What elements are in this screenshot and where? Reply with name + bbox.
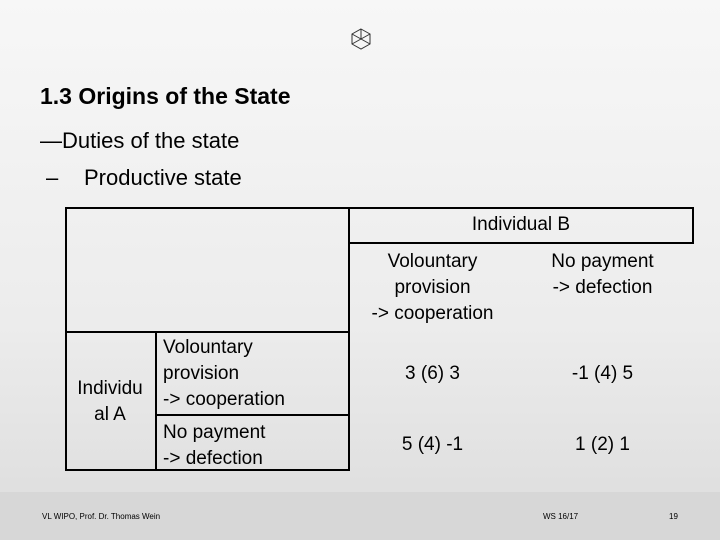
payoff-cell-r1c2: -1 (4) 5 <box>571 363 634 384</box>
sub-bullet-marker: – <box>46 165 59 190</box>
footer-page-number: 19 <box>669 512 678 521</box>
payoff-cell-r1c1: 3 (6) 3 <box>405 363 460 384</box>
payoff-cell-r2c1: 5 (4) -1 <box>401 434 464 455</box>
bullet-duties: —Duties of the state <box>40 128 240 153</box>
row-divider <box>155 414 350 416</box>
table-border-top <box>65 207 694 209</box>
footer-author: VL WIPO, Prof. Dr. Thomas Wein <box>42 512 161 521</box>
sub-bullet-text: Productive state <box>84 165 242 190</box>
footer-term: WS 16/17 <box>543 512 579 521</box>
table-header-individual-b: Individual B <box>471 214 571 235</box>
row-label-cooperation: Volountary provision -> cooperation <box>163 337 285 410</box>
table-border-left <box>65 207 67 471</box>
col-header-cooperation: Volountary provision -> cooperation <box>371 251 494 324</box>
table-border-right <box>692 207 694 244</box>
payoff-cell-r2c2: 1 (2) 1 <box>575 434 630 455</box>
slide-title: 1.3 Origins of the State <box>40 83 291 109</box>
row-label-divider-top <box>65 331 350 333</box>
col-header-defection: No payment -> defection <box>551 251 654 298</box>
header-divider-horizontal <box>348 242 694 244</box>
row-group-individual-a: Individu al A <box>77 378 143 425</box>
row-label-defection: No payment -> defection <box>163 422 266 469</box>
